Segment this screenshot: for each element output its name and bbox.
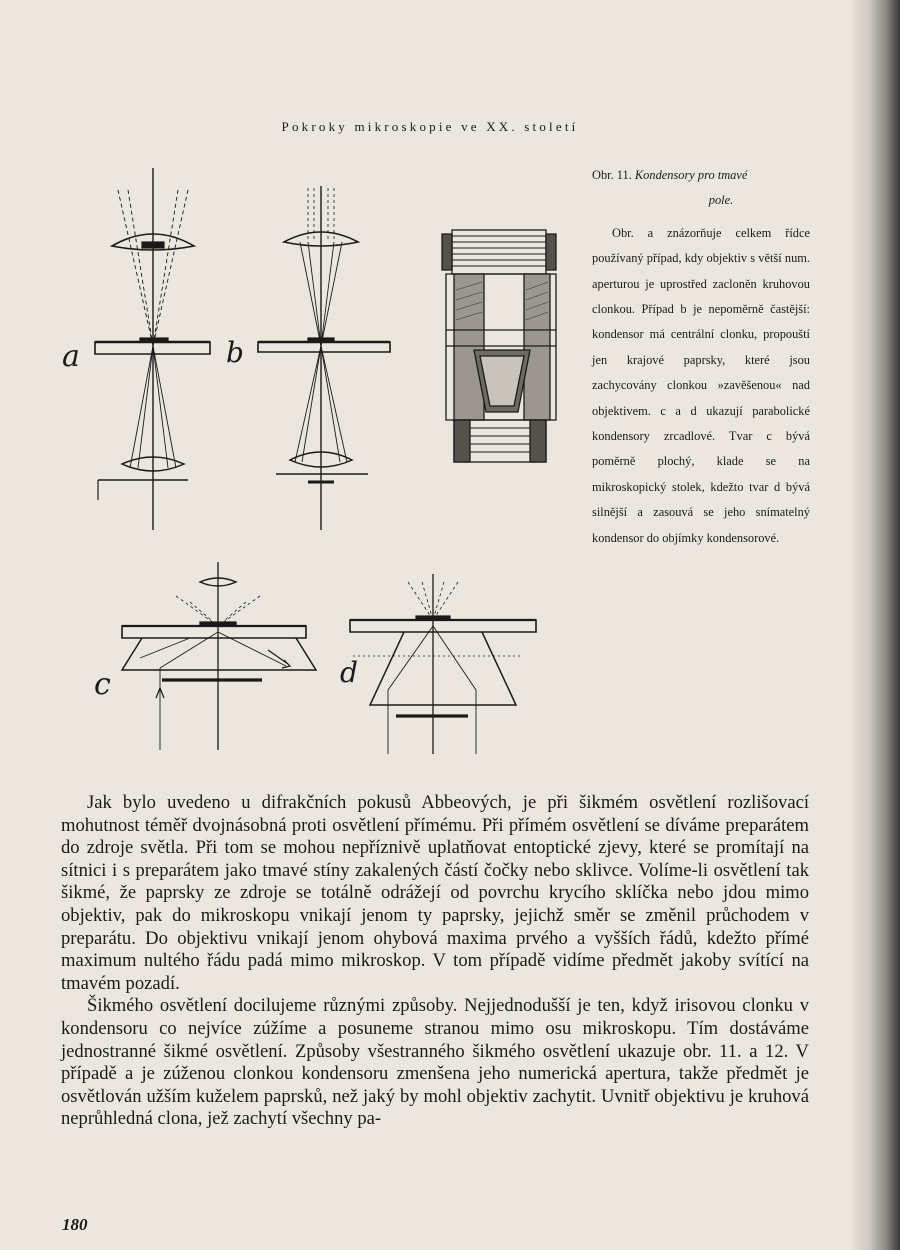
label-a: a: [62, 339, 80, 374]
page-number: 180: [62, 1215, 88, 1234]
figure-dark-field-condensers: [50, 150, 590, 770]
body-paragraph-2: Šikmého osvětlení docilujeme různými způsoby. Nejjednodušší je ten, když irisovou clonku v kondensoru co nejvíce zúžíme a posuneme stranou mimo osu mikroskopu. Tím dostáváme jednostranné šikmé osvětlení. Způsoby všestranného šikmého osvětlení ukazuje obr. 11. a 12. V případě a je zúženou clonkou kondensoru zmenšena jeho numerická apertura, takže předmět je osvětlován užším kuželem paprsků, než jaký by mohl objektiv zachytit. Uvnitř objektivu je kruhová neprůhledná clona, jež zachytí všechny pa-: [61, 995, 809, 1130]
condenser-diagram: [50, 150, 590, 770]
caption-figure-number: Obr. 11.: [592, 168, 632, 182]
diagram-d: [340, 574, 536, 754]
diagram-c: [94, 562, 316, 750]
sectional-condenser: [442, 230, 556, 462]
caption-title-line: [592, 163, 810, 188]
diagram-b: [226, 186, 390, 530]
diagram-a: [62, 168, 210, 530]
caption-title-continuation: pole.: [708, 193, 734, 208]
page-edge-shadow: [852, 0, 900, 1250]
label-d: d: [340, 656, 358, 689]
label-c: c: [94, 667, 111, 702]
caption-paragraph: Obr. a znázorňuje celkem řídce používaný případ, kdy objektiv s větší num. aperturou je uprostřed zacloněn kruhovou clonkou. Případ b je nepoměrně častější: kondensor má centrální clonku, propouští jen krajové paprsky, které jsou zachycovány clonkou »zavěšenou« nad objektivem. c a d ukazují parabolické kondensory zrcadlové. Tvar c bývá poměrně plochý, klade se na mikroskopický stolek, kdežto tvar d bývá silnější a zasouvá se jeho snímatelný kondensor do objímky kondensorové.: [592, 225, 810, 545]
label-b: b: [226, 336, 244, 369]
body-text: [61, 792, 809, 1131]
running-header: Pokroky mikroskopie ve XX. století: [281, 119, 579, 134]
body-paragraph-1: Jak bylo uvedeno u difrakčních pokusů Abbeových, je při šikmém osvětlení rozlišovací mohutnost téměř dvojnásobná proti osvětlení přímému. Při přímém osvětlení se díváme preparátem do zdroje světla. Při tom se mohou nepříznivě uplatňovat entoptické zjevy, které se promítají na sítnici i s preparátem jako tmavé stíny zakalených částí čočky nebo sklivce. Volíme-li osvětlení tak šikmé, že paprsky ze zdroje se totálně odrážejí od povrchu krycího sklíčka nebo jdou mimo objektiv, pak do mikroskopu vnikají jenom ty paprsky, jejichž směr se změnil průchodem v preparátu. Do objektivu vnikají jenom ohybová maxima prvého a vyšších řádů, kdežto přímé maximum nultého řádu padá mimo mikroskop. V tom případě vidíme předmět jakoby svítící na tmavém pozadí.: [61, 792, 809, 994]
figure-caption: [592, 163, 810, 551]
caption-title: Kondensory pro tmavé: [634, 168, 748, 182]
